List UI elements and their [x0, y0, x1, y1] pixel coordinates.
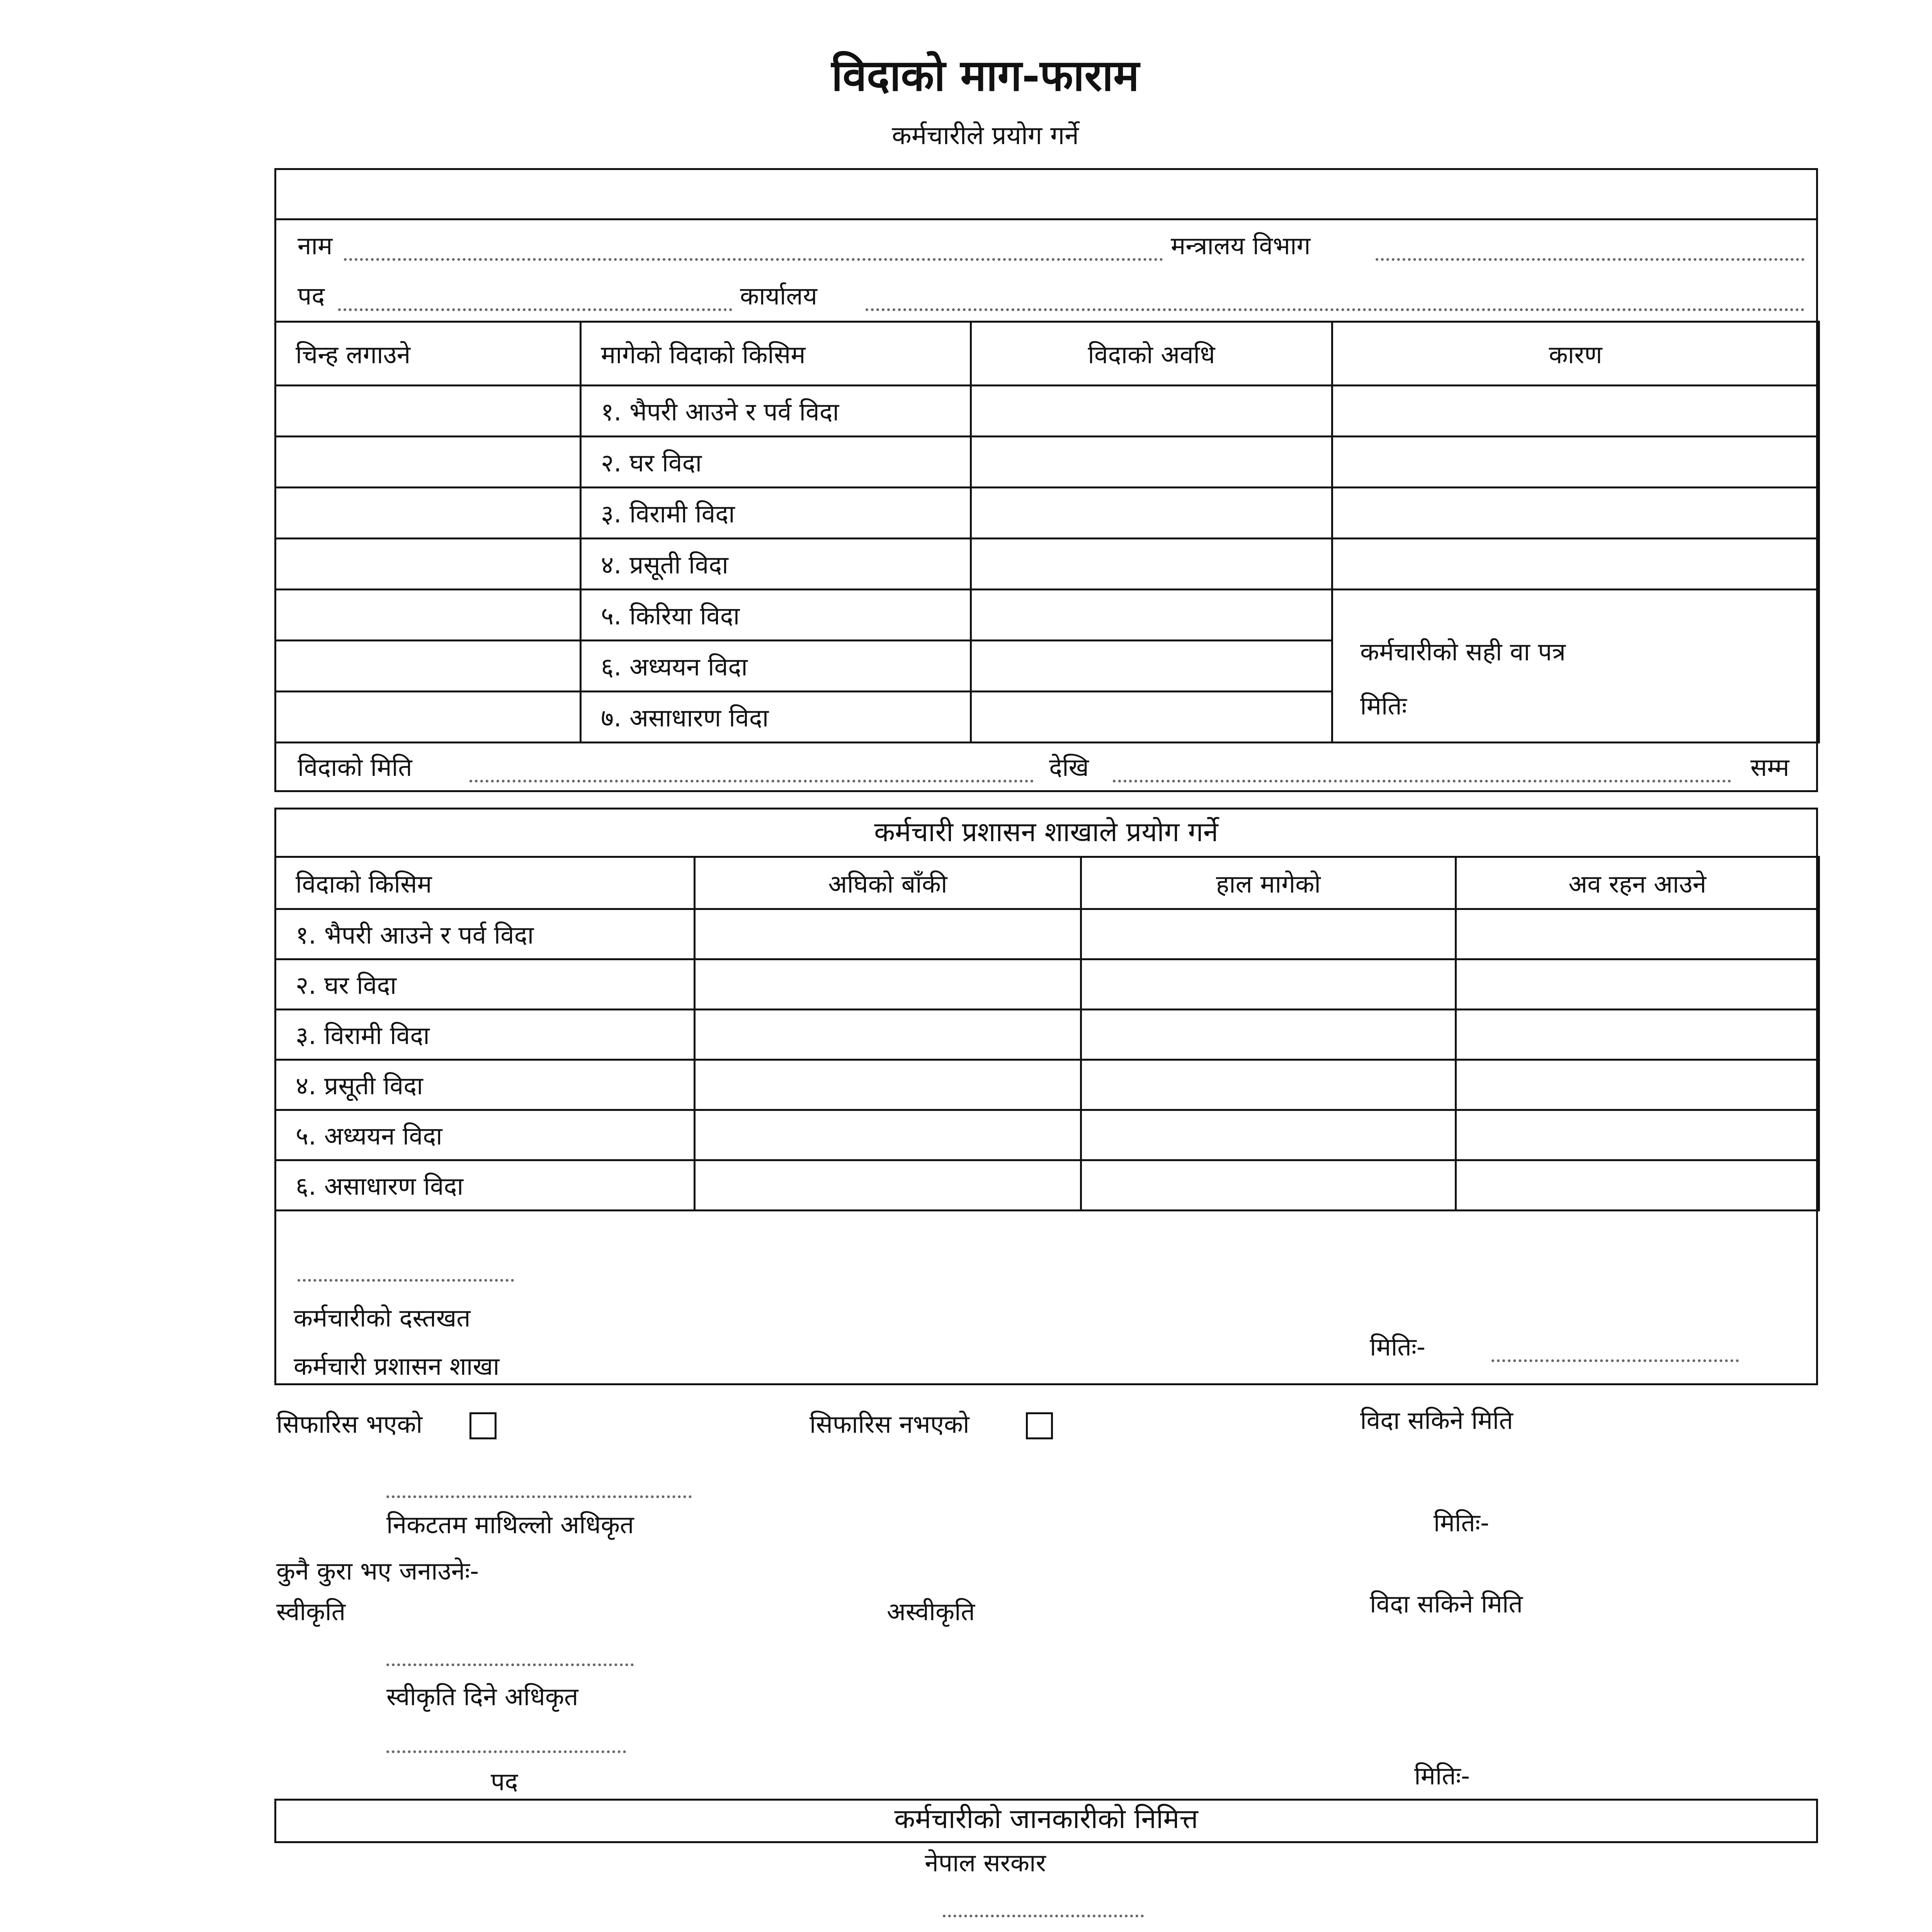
- approver-label: स्वीकृति दिने अधिकृत: [386, 1683, 578, 1711]
- admin-heading: कर्मचारी प्रशासन शाखाले प्रयोग गर्ने: [874, 816, 1218, 848]
- previous-balance-cell[interactable]: [695, 1060, 1081, 1110]
- name-field[interactable]: [344, 258, 1163, 261]
- mark-cell[interactable]: [276, 488, 581, 539]
- employee-signature-line[interactable]: [298, 1279, 514, 1282]
- employee-date-label: मितिः: [1360, 692, 1407, 721]
- duration-cell[interactable]: [971, 488, 1332, 539]
- name-label: नाम: [298, 232, 333, 260]
- remaining-cell[interactable]: [1456, 1160, 1819, 1211]
- duration-cell[interactable]: [971, 641, 1332, 692]
- approval-post-label: पद: [491, 1768, 518, 1796]
- requested-cell[interactable]: [1081, 1010, 1456, 1060]
- office-label: कार्यालय: [740, 282, 817, 311]
- column-header: कारण: [1332, 322, 1819, 386]
- remaining-cell[interactable]: [1456, 1110, 1819, 1160]
- admin-employee-signature-label: कर्मचारीको दस्तखत: [294, 1304, 471, 1333]
- remaining-cell[interactable]: [1456, 959, 1819, 1010]
- mark-cell[interactable]: [276, 590, 581, 641]
- leave-type-cell: ४. प्रसूती विदा: [581, 539, 971, 590]
- duration-cell[interactable]: [971, 590, 1332, 641]
- approver-signature-line[interactable]: [386, 1663, 634, 1666]
- nearest-officer-label: निकटतम माथिल्लो अधिकृत: [386, 1511, 634, 1539]
- office-name-line[interactable]: [943, 1915, 1144, 1917]
- requested-cell[interactable]: [1081, 909, 1456, 959]
- employee-info-heading: कर्मचारीको जानकारीको निमित्त: [894, 1803, 1198, 1835]
- leave-to-field[interactable]: [1113, 780, 1731, 782]
- leave-type-cell: ७. असाधारण विदा: [581, 692, 971, 743]
- leave-type-cell: ४. प्रसूती विदा: [276, 1060, 695, 1110]
- government-label: नेपाल सरकार: [925, 1849, 1046, 1878]
- previous-balance-cell[interactable]: [695, 1160, 1081, 1211]
- approved-label: स्वीकृति: [276, 1598, 346, 1626]
- column-header: विदाको किसिम: [276, 857, 695, 909]
- ministry-label: मन्त्रालय विभाग: [1171, 232, 1311, 260]
- ministry-field[interactable]: [1376, 258, 1804, 261]
- leave-type-cell: ६. अध्ययन विदा: [581, 641, 971, 692]
- requested-cell[interactable]: [1081, 1160, 1456, 1211]
- form-subtitle: कर्मचारीले प्रयोग गर्ने: [892, 121, 1079, 150]
- duration-cell[interactable]: [971, 692, 1332, 743]
- duration-cell[interactable]: [971, 386, 1332, 437]
- recommendation-leave-end-label: विदा सकिने मिति: [1360, 1406, 1513, 1435]
- requested-cell[interactable]: [1081, 959, 1456, 1010]
- remaining-cell[interactable]: [1456, 1060, 1819, 1110]
- signature-cell[interactable]: [1332, 590, 1819, 743]
- post-field[interactable]: [338, 308, 732, 311]
- previous-balance-cell[interactable]: [695, 1010, 1081, 1060]
- post-label: पद: [298, 282, 325, 311]
- employee-signature-label: कर्मचारीको सही वा पत्र: [1360, 638, 1566, 667]
- leave-type-cell: ५. अध्ययन विदा: [276, 1110, 695, 1160]
- mark-cell[interactable]: [276, 692, 581, 743]
- recommended-checkbox[interactable]: [469, 1412, 497, 1439]
- column-header: चिन्ह लगाउने: [276, 322, 581, 386]
- mark-cell[interactable]: [276, 539, 581, 590]
- reason-cell[interactable]: [1332, 437, 1819, 488]
- approver-post-line[interactable]: [386, 1750, 626, 1753]
- leave-type-cell: ३. विरामी विदा: [276, 1010, 695, 1060]
- previous-balance-cell[interactable]: [695, 959, 1081, 1010]
- not-recommended-checkbox[interactable]: [1026, 1412, 1053, 1439]
- previous-balance-cell[interactable]: [695, 1110, 1081, 1160]
- form-title: विदाको माग-फाराम: [831, 50, 1139, 101]
- recommended-label: सिफारिस भएको: [276, 1410, 423, 1439]
- officer-signature-line[interactable]: [386, 1495, 692, 1498]
- office-field[interactable]: [866, 308, 1804, 311]
- leave-type-cell: २. घर विदा: [581, 437, 971, 488]
- column-header: हाल मागेको: [1081, 857, 1456, 909]
- requested-cell[interactable]: [1081, 1060, 1456, 1110]
- admin-date-label: मितिः-: [1370, 1333, 1425, 1362]
- column-header: अव रहन आउने: [1456, 857, 1819, 909]
- previous-balance-cell[interactable]: [695, 909, 1081, 959]
- leave-type-cell: ६. असाधारण विदा: [276, 1160, 695, 1211]
- reason-cell[interactable]: [1332, 539, 1819, 590]
- reason-cell[interactable]: [1332, 386, 1819, 437]
- admin-date-field[interactable]: [1492, 1359, 1739, 1362]
- leave-from-field[interactable]: [469, 780, 1034, 782]
- leave-type-cell: १. भैपरी आउने र पर्व विदा: [581, 386, 971, 437]
- remaining-cell[interactable]: [1456, 909, 1819, 959]
- duration-cell[interactable]: [971, 437, 1332, 488]
- notice-label: कुनै कुरा भए जनाउनेः-: [276, 1557, 479, 1586]
- column-header: विदाको अवधि: [971, 322, 1332, 386]
- not-recommended-label: सिफारिस नभएको: [810, 1410, 969, 1439]
- leave-request-table: [274, 321, 1820, 743]
- leave-type-cell: १. भैपरी आउने र पर्व विदा: [276, 909, 695, 959]
- recommendation-date-label: मितिः-: [1434, 1509, 1489, 1537]
- mark-cell[interactable]: [276, 641, 581, 692]
- admin-branch-label: कर्मचारी प्रशासन शाखा: [294, 1352, 500, 1381]
- from-label: देखि: [1049, 753, 1089, 782]
- column-header: मागेको विदाको किसिम: [581, 322, 971, 386]
- leave-type-cell: ५. किरिया विदा: [581, 590, 971, 641]
- mark-cell[interactable]: [276, 437, 581, 488]
- remaining-cell[interactable]: [1456, 1010, 1819, 1060]
- reason-cell[interactable]: [1332, 488, 1819, 539]
- rejected-label: अस्वीकृति: [887, 1598, 975, 1626]
- mark-cell[interactable]: [276, 386, 581, 437]
- to-label: सम्म: [1750, 753, 1789, 782]
- duration-cell[interactable]: [971, 539, 1332, 590]
- column-header: अघिको बाँकी: [695, 857, 1081, 909]
- approval-date-label: मितिः-: [1414, 1762, 1470, 1791]
- leave-balance-table: [274, 856, 1820, 1211]
- leave-type-cell: २. घर विदा: [276, 959, 695, 1010]
- requested-cell[interactable]: [1081, 1110, 1456, 1160]
- approval-leave-end-label: विदा सकिने मिति: [1370, 1590, 1523, 1619]
- leave-type-cell: ३. विरामी विदा: [581, 488, 971, 539]
- leave-date-label: विदाको मिति: [298, 753, 412, 782]
